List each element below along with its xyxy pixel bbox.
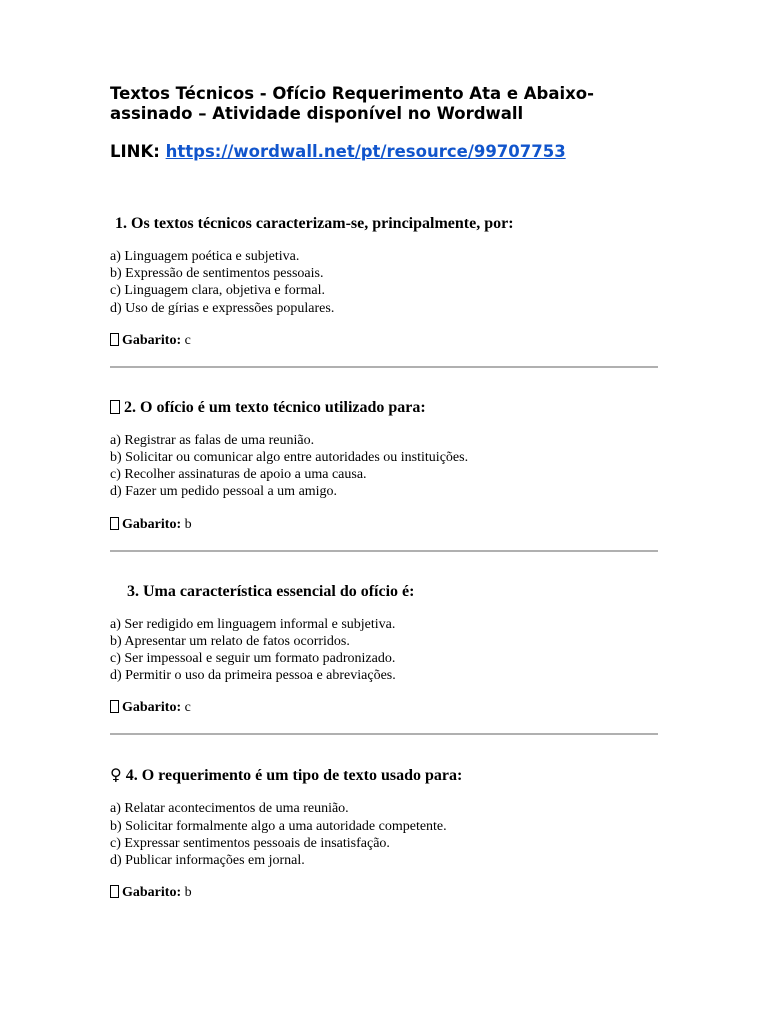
question-text: 4. O requerimento é um tipo de texto usado para: (125, 767, 463, 785)
female-sign-icon: ♀ (110, 765, 122, 785)
question-text: 1. Os textos técnicos caracterizam-se, principalmente, por: (115, 215, 514, 232)
option-b: b) Expressão de sentimentos pessoais. (110, 266, 324, 282)
answer-label: Gabarito: (122, 885, 182, 901)
question-text: 2. O ofício é um texto técnico utilizado para: (124, 398, 426, 416)
missing-glyph-icon (110, 885, 119, 898)
question-4 (110, 765, 658, 901)
options-list (110, 616, 658, 685)
option-d: d) Permitir o uso da primeira pessoa e abreviações. (110, 668, 396, 684)
question-heading (110, 398, 658, 418)
answer-value: b (184, 516, 192, 532)
option-b: b) Solicitar formalmente algo a uma autoridade competente. (110, 818, 447, 834)
missing-glyph-icon (110, 700, 119, 713)
question-heading (110, 582, 658, 602)
answer-label: Gabarito: (122, 516, 182, 532)
answer-key (110, 699, 658, 716)
document-title: Textos Técnicos - Ofício Requerimento Ata e Abaixo-assinado – Atividade disponível no Wordwall (110, 84, 594, 123)
answer-value: b (184, 885, 192, 901)
answer-label: Gabarito: (122, 700, 182, 716)
option-d: d) Publicar informações em jornal. (110, 853, 305, 869)
option-d: d) Fazer um pedido pessoal a um amigo. (110, 484, 338, 500)
option-b: b) Apresentar um relato de fatos ocorridos. (110, 633, 350, 649)
answer-label: Gabarito: (122, 332, 182, 348)
question-heading (110, 765, 658, 786)
question-1 (110, 214, 658, 368)
options-list (110, 248, 658, 317)
question-3 (110, 582, 658, 736)
option-c: c) Ser impessoal e seguir um formato padronizado. (110, 651, 396, 667)
missing-glyph-icon (110, 333, 119, 346)
option-c: c) Linguagem clara, objetiva e formal. (110, 283, 325, 299)
option-a: a) Ser redigido em linguagem informal e subjetiva. (110, 616, 396, 632)
option-a: a) Linguagem poética e subjetiva. (110, 249, 300, 264)
divider (110, 733, 658, 735)
question-2 (110, 398, 658, 552)
divider (110, 366, 658, 368)
answer-key (110, 516, 658, 533)
options-list (110, 432, 658, 501)
question-heading (110, 214, 658, 234)
option-c: c) Recolher assinaturas de apoio a uma causa. (110, 467, 367, 483)
divider (110, 550, 658, 552)
missing-glyph-icon (110, 517, 119, 530)
option-d: d) Uso de gírias e expressões populares. (110, 300, 335, 316)
link-line (110, 142, 658, 162)
option-a: a) Registrar as falas de uma reunião. (110, 432, 315, 448)
answer-value: c (184, 700, 191, 716)
option-b: b) Solicitar ou comunicar algo entre autoridades ou instituições. (110, 450, 469, 466)
wordwall-link[interactable]: https://wordwall.net/pt/resource/99707753 (165, 142, 566, 161)
options-list (110, 800, 658, 869)
answer-key (110, 884, 658, 901)
document-page (110, 84, 658, 901)
option-a: a) Relatar acontecimentos de uma reunião. (110, 801, 349, 817)
missing-glyph-icon (110, 400, 120, 414)
link-label: LINK: (110, 142, 160, 161)
option-c: c) Expressar sentimentos pessoais de insatisfação. (110, 835, 390, 851)
answer-key (110, 332, 658, 349)
question-text: 3. Uma característica essencial do ofício é: (127, 582, 415, 600)
answer-value: c (184, 332, 191, 348)
